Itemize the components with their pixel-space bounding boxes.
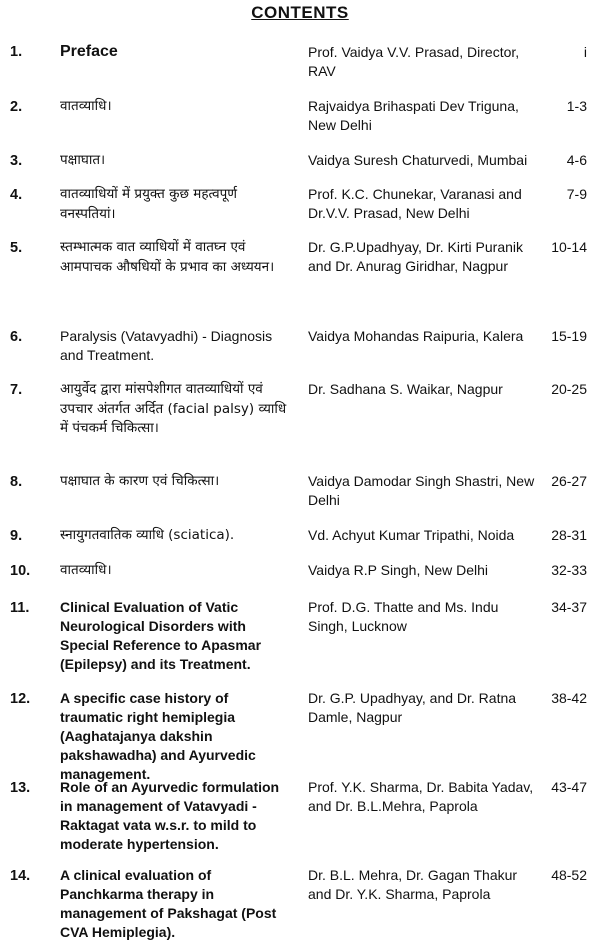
entry-pages: 7-9 — [566, 186, 587, 202]
entry-number: 2. — [10, 99, 23, 115]
entry-pages: 15-19 — [551, 328, 587, 344]
entry-pages: 26-27 — [551, 473, 587, 489]
entry-number: 11. — [10, 600, 30, 616]
entry-authors: Prof. D.G. Thatte and Ms. Indu Singh, Lucknow — [308, 599, 499, 634]
entry-pages: 20-25 — [551, 381, 587, 397]
entry-authors: Dr. Sadhana S. Waikar, Nagpur — [308, 381, 503, 397]
entry-authors: Vaidya Suresh Chaturvedi, Mumbai — [308, 152, 528, 168]
entry-authors: Dr. G.P.Upadhyay, Dr. Kirti Puranik and Dr. Anurag Giridhar, Nagpur — [308, 239, 524, 274]
entry-pages: 48-52 — [551, 867, 587, 883]
entry-title: पक्षाघात। — [60, 152, 106, 168]
entry-authors: Vd. Achyut Kumar Tripathi, Noida — [308, 527, 515, 543]
entry-title: Clinical Evaluation of Vatic Neurological Disorders with Special Reference to Apasmar (Epilepsy) and its Treatment. — [60, 599, 262, 672]
entry-number: 7. — [10, 382, 23, 398]
entry-title: आयुर्वेद द्वारा मांसपेशीगत वातव्याधियों एवं उपचार अंतर्गत अर्दित (facial palsy) व्याधि में पंचकर्म चिकित्सा। — [60, 381, 287, 436]
entry-pages: 43-47 — [551, 779, 587, 795]
entry-number: 3. — [10, 153, 23, 169]
entry-authors: Vaidya Damodar Singh Shastri, New Delhi — [308, 473, 535, 508]
entry-title: A specific case history of traumatic right hemiplegia (Aaghatajanya dakshin pakshawadha) and Ayurvedic management. — [60, 690, 256, 782]
entry-number: 8. — [10, 474, 23, 490]
entry-number: 1. — [10, 44, 23, 60]
page-title: CONTENTS — [251, 3, 349, 22]
entry-number: 14. — [10, 868, 31, 884]
entry-title: A clinical evaluation of Panchkarma therapy in management of Pakshagat (Post CVA Hemiplegia). — [60, 867, 277, 940]
entry-authors: Dr. B.L. Mehra, Dr. Gagan Thakur and Dr. Y.K. Sharma, Paprola — [308, 867, 518, 902]
entry-number: 12. — [10, 691, 31, 707]
entry-authors: Dr. G.P. Upadhyay, and Dr. Ratna Damle, Nagpur — [308, 690, 517, 725]
entry-number: 10. — [10, 563, 31, 579]
entry-authors: Prof. K.C. Chunekar, Varanasi and Dr.V.V. Prasad, New Delhi — [308, 186, 522, 221]
entry-pages: 1-3 — [566, 98, 587, 114]
entry-title: Preface — [60, 43, 118, 60]
entry-title: वातव्याधियों में प्रयुक्त कुछ महत्वपूर्ण वनस्पतियां। — [60, 186, 238, 222]
entry-number: 6. — [10, 329, 23, 345]
entry-title: Paralysis (Vatavyadhi) - Diagnosis and Treatment. — [60, 328, 273, 363]
entry-authors: Rajvaidya Brihaspati Dev Triguna, New Delhi — [308, 98, 519, 133]
entry-authors: Prof. Y.K. Sharma, Dr. Babita Yadav, and Dr. B.L.Mehra, Paprola — [308, 779, 534, 814]
entry-authors: Vaidya Mohandas Raipuria, Kalera — [308, 328, 524, 344]
entry-title: वातव्याधि। — [60, 98, 112, 114]
entry-number: 4. — [10, 187, 23, 203]
entry-title: पक्षाघात के कारण एवं चिकित्सा। — [60, 473, 220, 489]
entry-pages: 34-37 — [551, 599, 587, 615]
entry-title: स्तम्भात्मक वात व्याधियों में वातघ्न एवं आमपाचक औषधियों के प्रभाव का अध्ययन। — [60, 239, 275, 275]
entry-pages: 4-6 — [566, 152, 587, 168]
entry-authors: Vaidya R.P Singh, New Delhi — [308, 562, 489, 578]
entry-pages: 28-31 — [551, 527, 587, 543]
entry-title: वातव्याधि। — [60, 562, 112, 578]
entry-authors: Prof. Vaidya V.V. Prasad, Director, RAV — [308, 44, 520, 79]
entry-pages: 32-33 — [551, 562, 587, 578]
entry-pages: 10-14 — [551, 239, 587, 255]
entry-number: 5. — [10, 240, 23, 256]
entry-title: स्नायुगतवातिक व्याधि (sciatica). — [60, 527, 235, 543]
entry-title: Role of an Ayurvedic formulation in management of Vatavyadi - Raktagat vata w.s.r. to mild to moderate hypertension. — [60, 779, 280, 852]
entry-pages: i — [583, 44, 587, 60]
entry-number: 9. — [10, 528, 23, 544]
entry-number: 13. — [10, 780, 31, 796]
entry-pages: 38-42 — [551, 690, 587, 706]
